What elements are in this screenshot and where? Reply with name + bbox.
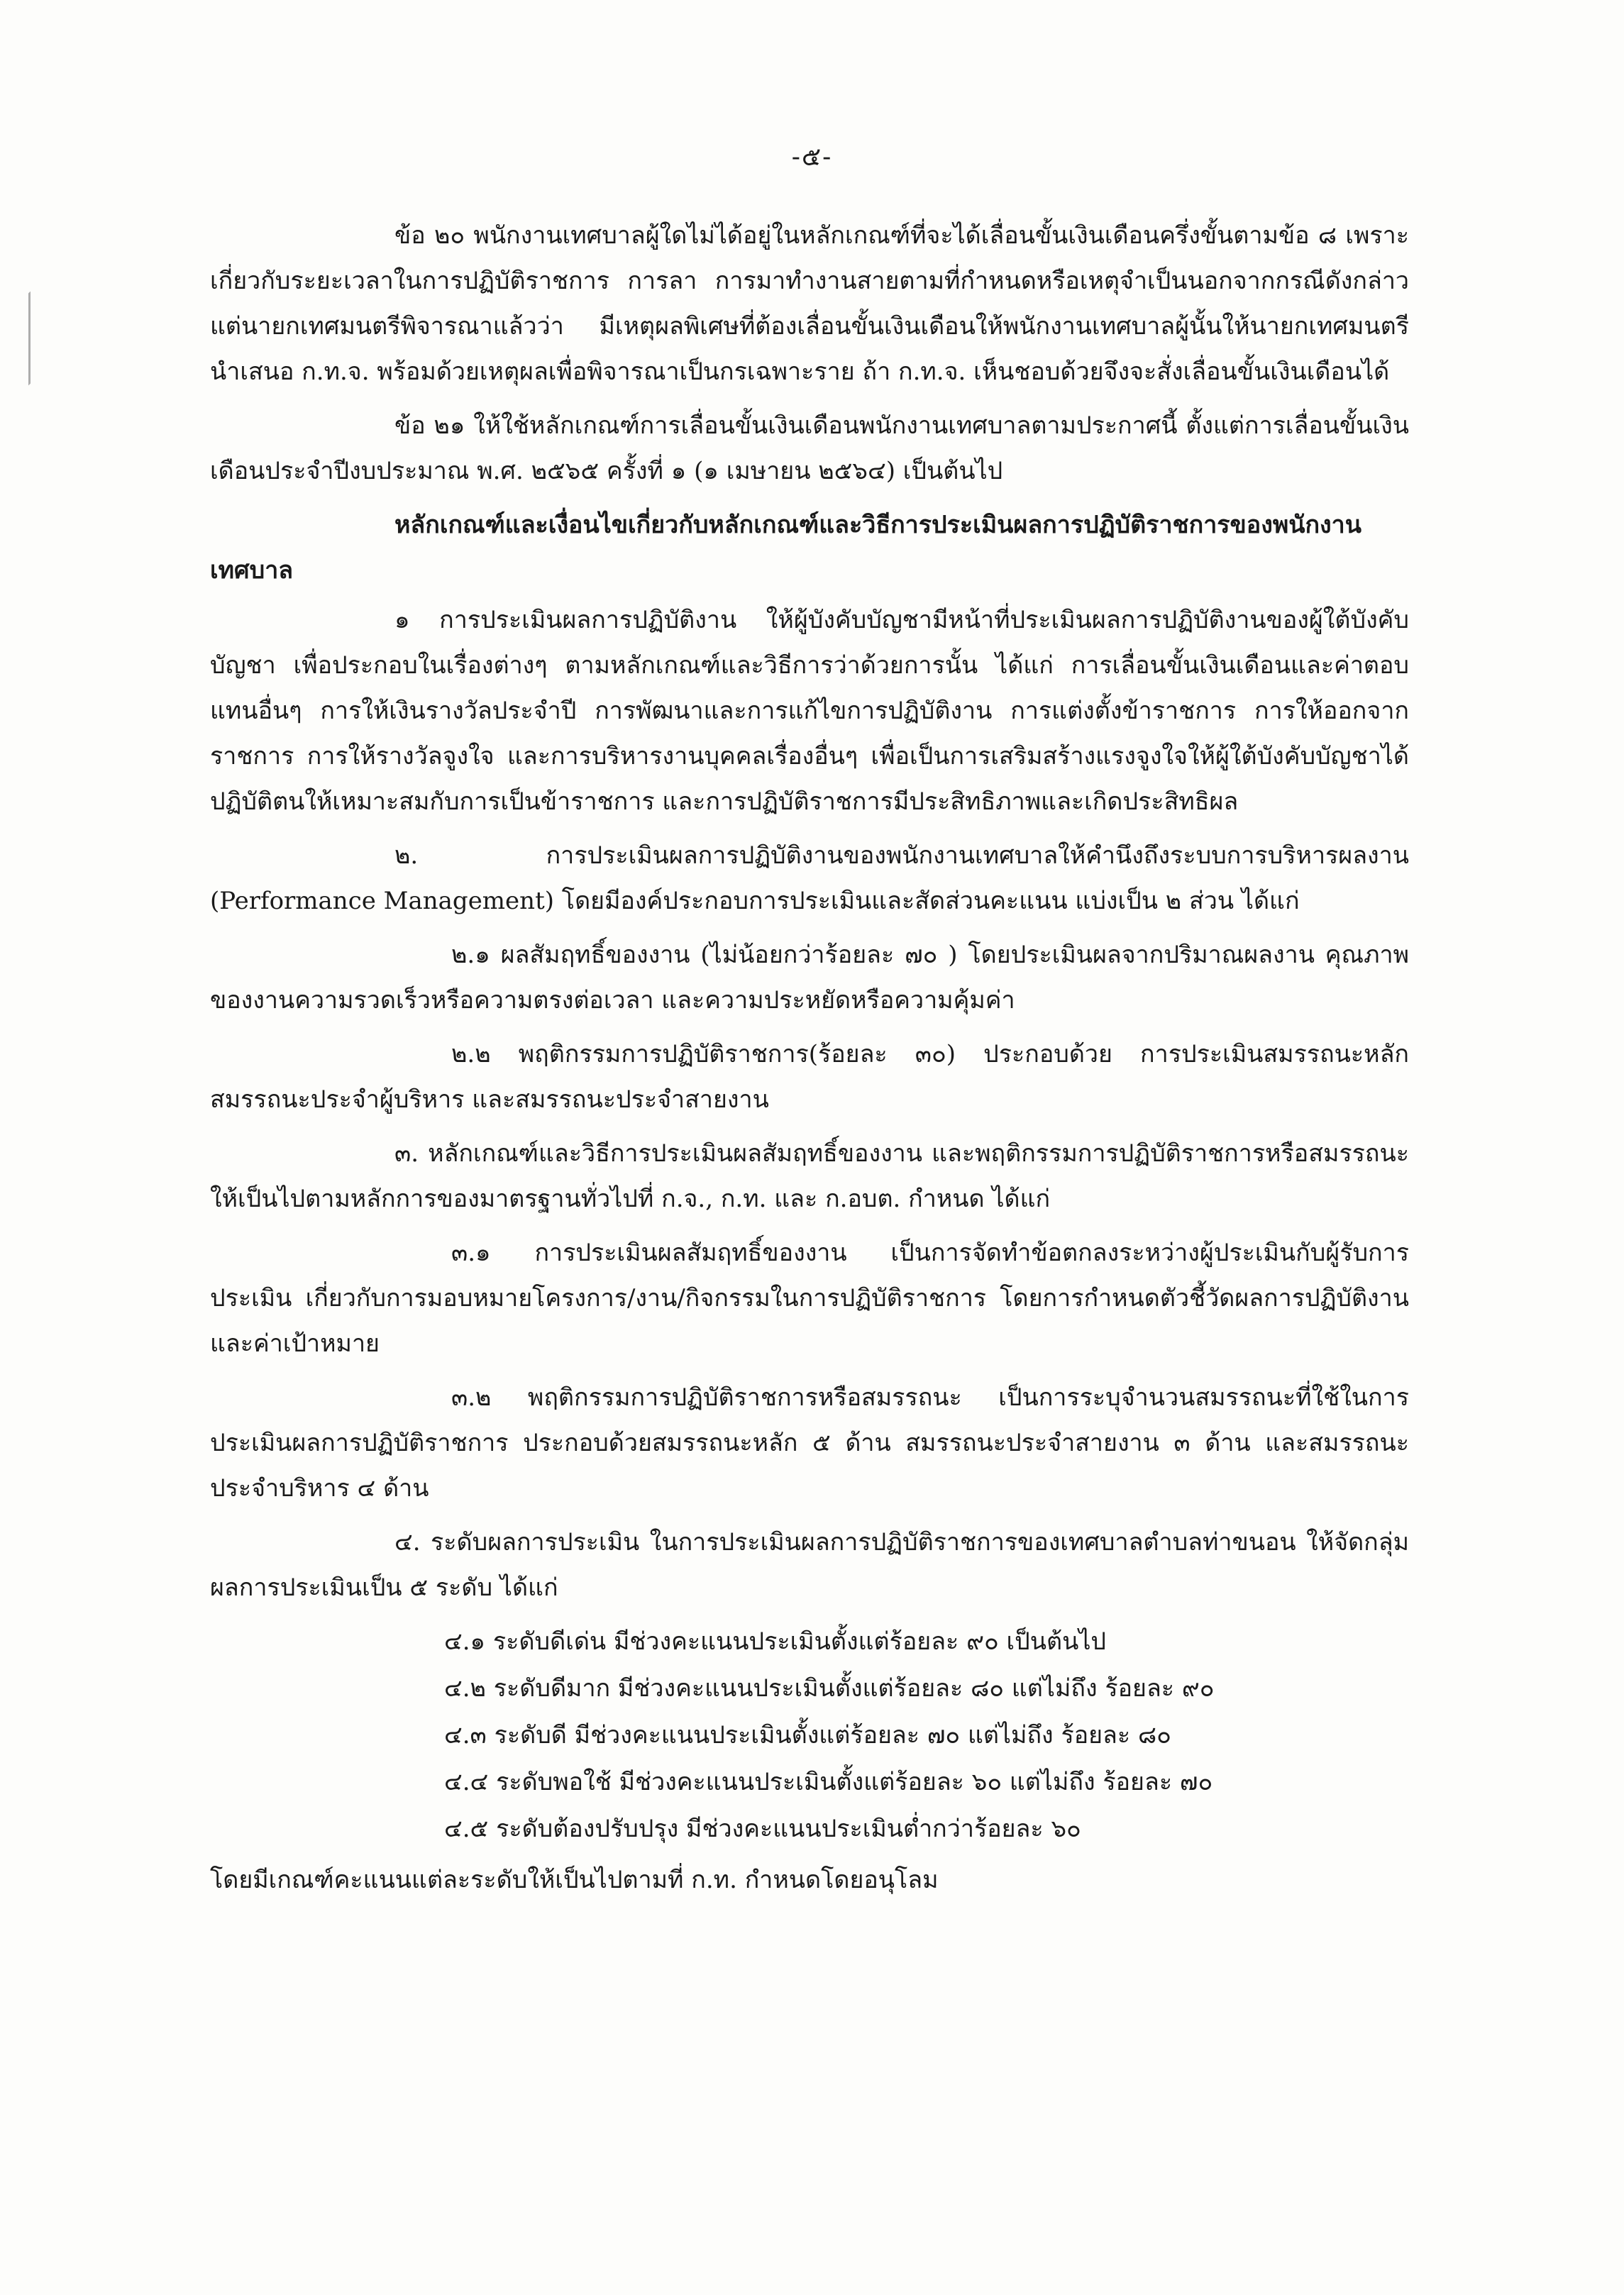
item-3-2: ๓.๒ พฤติกรรมการปฏิบัติราชการหรือสมรรถนะ เป็นการระบุจำนวนสมรรถนะที่ใช้ในการประเมินผลการปฏิบัติราชการ ประกอบด้วยสมรรถนะหลัก ๕ ด้าน สมรรถนะประจำสายงาน ๓ ด้าน และสมรรถนะประจำบริหาร ๔ ด้าน (210, 1383, 1409, 1503)
item-2: ๒. การประเมินผลการปฏิบัติงานของพนักงานเทศบาลให้คำนึงถึงระบบการบริหารผลงาน (Performance Management) โดยมีองค์ประกอบการประเมินและสัดส่วนคะแนน แบ่งเป็น ๒ ส่วน ได้แก่ (210, 841, 1409, 915)
scan-edge-mark (0, 292, 31, 411)
item-2-2: ๒.๒ พฤติกรรมการปฏิบัติราชการ(ร้อยละ ๓๐) ประกอบด้วย การประเมินสมรรถนะหลัก สมรรถนะประจำผู้บริหาร และสมรรถนะประจำสายงาน (210, 1040, 1409, 1114)
item-3-1: ๓.๑ การประเมินผลสัมฤทธิ์ของงาน เป็นการจัดทำข้อตกลงระหว่างผู้ประเมินกับผู้รับการประเมิน เกี่ยวกับการมอบหมายโครงการ/งาน/กิจกรรมในการปฏิบัติราชการ โดยการกำหนดตัวชี้วัดผลการปฏิบัติงาน และค่าเป้าหมาย (210, 1239, 1409, 1358)
item-4: ๔. ระดับผลการประเมิน ในการประเมินผลการปฏิบัติราชการของเทศบาลตำบลท่าขนอน ให้จัดกลุ่มผลการประเมินเป็น ๕ ระดับ ได้แก่ (210, 1528, 1409, 1602)
closing-paragraph: โดยมีเกณฑ์คะแนนแต่ละระดับให้เป็นไปตามที่ ก.ท. กำหนดโดยอนุโลม (210, 1866, 939, 1894)
level-item: ๔.๒ ระดับดีมาก มีช่วงคะแนนประเมินตั้งแต่ร้อยละ ๘๐ แต่ไม่ถึง ร้อยละ ๙๐ (444, 1674, 1215, 1703)
section-heading: หลักเกณฑ์และเงื่อนไขเกี่ยวกับหลักเกณฑ์และวิธีการประเมินผลการปฏิบัติราชการของพนักงานเทศบาล (210, 511, 1361, 585)
level-item: ๔.๕ ระดับต้องปรับปรุง มีช่วงคะแนนประเมินต่ำกว่าร้อยละ ๖๐ (444, 1815, 1081, 1843)
item-3: ๓. หลักเกณฑ์และวิธีการประเมินผลสัมฤทธิ์ของงาน และพฤติกรรมการปฏิบัติราชการหรือสมรรถนะ ให้เป็นไปตามหลักการของมาตรฐานทั่วไปที่ ก.จ., ก.ท. และ ก.อบต. กำหนด ได้แก่ (210, 1139, 1409, 1213)
clause-20: ข้อ ๒๐ พนักงานเทศบาลผู้ใดไม่ได้อยู่ในหลักเกณฑ์ที่จะได้เลื่อนขั้นเงินเดือนครึ่งขั้นตามข้อ ๘ เพราะเกี่ยวกับระยะเวลาในการปฏิบัติราชการ การลา การมาทำงานสายตามที่กำหนดหรือเหตุจำเป็นนอกจากกรณีดังกล่าว แต่นายกเทศมนตรีพิจารณาแล้วว่า มีเหตุผลพิเศษที่ต้องเลื่อนขั้นเงินเดือนให้พนักงานเทศบาลผู้นั้นให้นายกเทศมนตรีนำเสนอ ก.ท.จ. พร้อมด้วยเหตุผลเพื่อพิจารณาเป็นกรเฉพาะราย ถ้า ก.ท.จ. เห็นชอบด้วยจึงจะสั่งเลื่อนขั้นเงินเดือนได้ (210, 221, 1409, 386)
evaluation-levels (210, 1619, 1409, 1852)
clause-21: ข้อ ๒๑ ให้ใช้หลักเกณฑ์การเลื่อนขั้นเงินเดือนพนักงานเทศบาลตามประกาศนี้ ตั้งแต่การเลื่อนขั้นเงินเดือนประจำปีงบประมาณ พ.ศ. ๒๕๖๕ ครั้งที่ ๑ (๑ เมษายน ๒๕๖๔) เป็นต้นไป (210, 411, 1409, 485)
document-body (210, 213, 1409, 1911)
page-number: -๕- (791, 143, 833, 172)
level-item: ๔.๓ ระดับดี มีช่วงคะแนนประเมินตั้งแต่ร้อยละ ๗๐ แต่ไม่ถึง ร้อยละ ๘๐ (444, 1721, 1171, 1749)
level-item: ๔.๑ ระดับดีเด่น มีช่วงคะแนนประเมินตั้งแต่ร้อยละ ๙๐ เป็นต้นไป (444, 1627, 1107, 1656)
item-2-1: ๒.๑ ผลสัมฤทธิ์ของงาน (ไม่น้อยกว่าร้อยละ ๗๐ ) โดยประเมินผลจากปริมาณผลงาน คุณภาพของงานความรวดเร็วหรือความตรงต่อเวลา และความประหยัดหรือความคุ้มค่า (210, 941, 1409, 1014)
level-item: ๔.๔ ระดับพอใช้ มีช่วงคะแนนประเมินตั้งแต่ร้อยละ ๖๐ แต่ไม่ถึง ร้อยละ ๗๐ (444, 1768, 1213, 1796)
item-1: ๑ การประเมินผลการปฏิบัติงาน ให้ผู้บังคับบัญชามีหน้าที่ประเมินผลการปฏิบัติงานของผู้ใต้บังคับบัญชา เพื่อประกอบในเรื่องต่างๆ ตามหลักเกณฑ์และวิธีการว่าด้วยการนั้น ได้แก่ การเลื่อนขั้นเงินเดือนและค่าตอบแทนอื่นๆ การให้เงินรางวัลประจำปี การพัฒนาและการแก้ไขการปฏิบัติงาน การแต่งตั้งข้าราชการ การให้ออกจากราชการ การให้รางวัลจูงใจ และการบริหารงานบุคคลเรื่องอื่นๆ เพื่อเป็นการเสริมสร้างแรงจูงใจให้ผู้ใต้บังคับบัญชาได้ปฏิบัติตนให้เหมาะสมกับการเป็นข้าราชการ และการปฏิบัติราชการมีประสิทธิภาพและเกิดประสิทธิผล (210, 606, 1409, 816)
